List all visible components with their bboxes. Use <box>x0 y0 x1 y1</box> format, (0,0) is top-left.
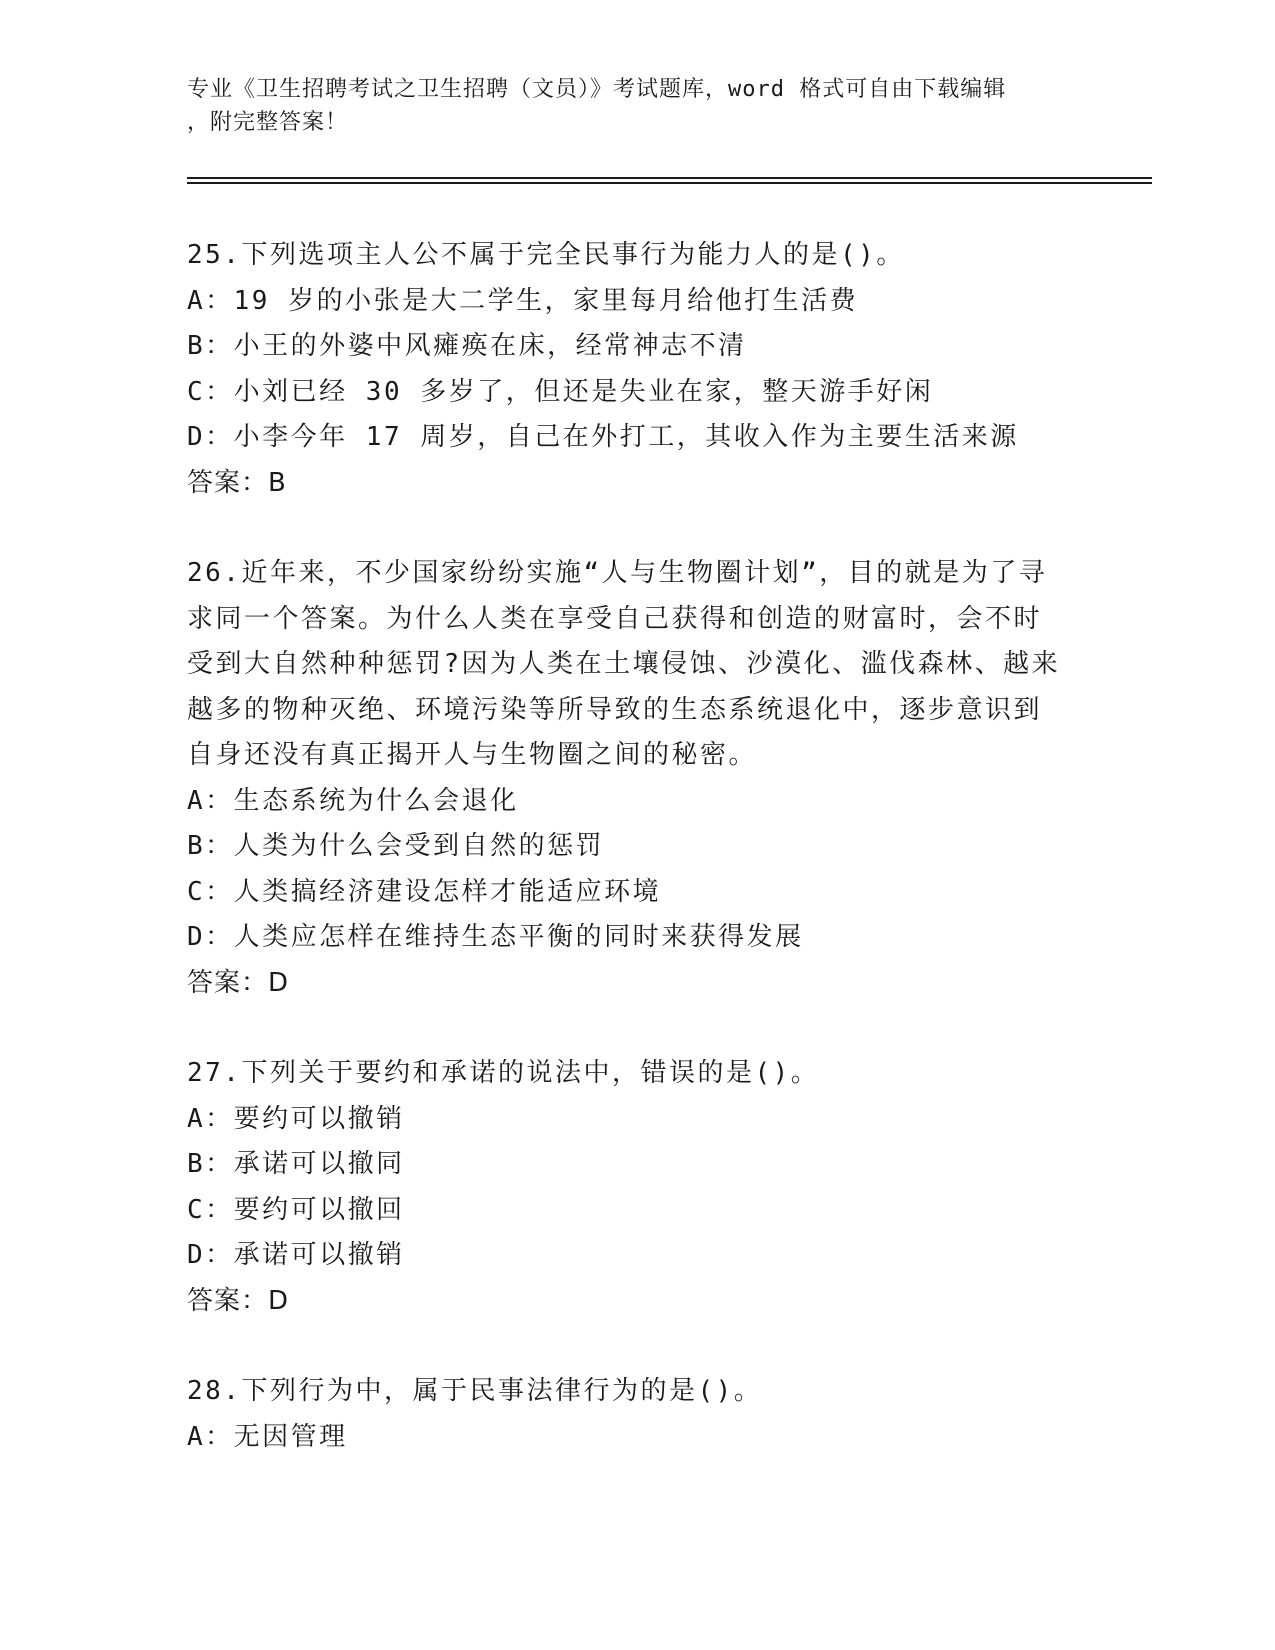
header-divider-bottom <box>187 182 1152 184</box>
option-b: B：承诺可以撤同 <box>187 1149 405 1179</box>
option-b: B：人类为什么会受到自然的惩罚 <box>187 831 605 861</box>
option-a: A：生态系统为什么会退化 <box>187 785 519 816</box>
question-25 <box>187 233 1087 506</box>
question-stem: 27.下列关于要约和承诺的说法中，错误的是()。 <box>187 1058 820 1088</box>
question-stem-line: 求同一个答案。为什么人类在享受自己获得和创造的财富时，会不时 <box>187 603 1043 634</box>
question-stem-line: 26.近年来，不少国家纷纷实施“人与生物圈计划”，目的就是为了寻 <box>187 558 1048 588</box>
question-28 <box>187 1369 1087 1460</box>
question-stem: 28.下列行为中，属于民事法律行为的是()。 <box>187 1376 763 1406</box>
answer-label: 答案：B <box>187 467 287 498</box>
answer-label: 答案：D <box>187 967 290 998</box>
question-stem-line: 受到大自然种种惩罚?因为人类在土壤侵蚀、沙漠化、滥伐森林、越来 <box>187 649 1061 679</box>
option-a: A：19 岁的小张是大二学生，家里每月给他打生活费 <box>187 285 859 316</box>
header-line-1: 专业《卫生招聘考试之卫生招聘（文员）》考试题库，word 格式可自由下载编辑 <box>187 77 1007 102</box>
header-line-2: ，附完整答案！ <box>187 110 349 135</box>
question-26 <box>187 551 1087 1006</box>
option-d: D：小李今年 17 周岁，自己在外打工，其收入作为主要生活来源 <box>187 422 1019 452</box>
question-stem-line: 自身还没有真正揭开人与生物圈之间的秘密。 <box>187 740 758 770</box>
question-stem: 25.下列选项主人公不属于完全民事行为能力人的是()。 <box>187 240 905 270</box>
question-stem-line: 越多的物种灭绝、环境污染等所导致的生态系统退化中，逐步意识到 <box>187 694 1043 725</box>
question-27 <box>187 1051 1087 1324</box>
document-header <box>187 73 1077 139</box>
answer-label: 答案：D <box>187 1285 290 1316</box>
option-a: A：要约可以撤销 <box>187 1103 405 1134</box>
option-b: B：小王的外婆中风瘫痪在床，经常神志不清 <box>187 331 747 361</box>
option-c: C：要约可以撤回 <box>187 1194 405 1225</box>
option-c: C：人类搞经济建设怎样才能适应环境 <box>187 876 662 907</box>
option-a: A：无因管理 <box>187 1421 348 1452</box>
option-d: D：人类应怎样在维持生态平衡的同时来获得发展 <box>187 922 804 952</box>
question-list <box>187 233 1087 1505</box>
header-divider-top <box>187 177 1152 179</box>
option-d: D：承诺可以撤销 <box>187 1240 405 1270</box>
option-c: C：小刘已经 30 多岁了，但还是失业在家，整天游手好闲 <box>187 376 934 407</box>
